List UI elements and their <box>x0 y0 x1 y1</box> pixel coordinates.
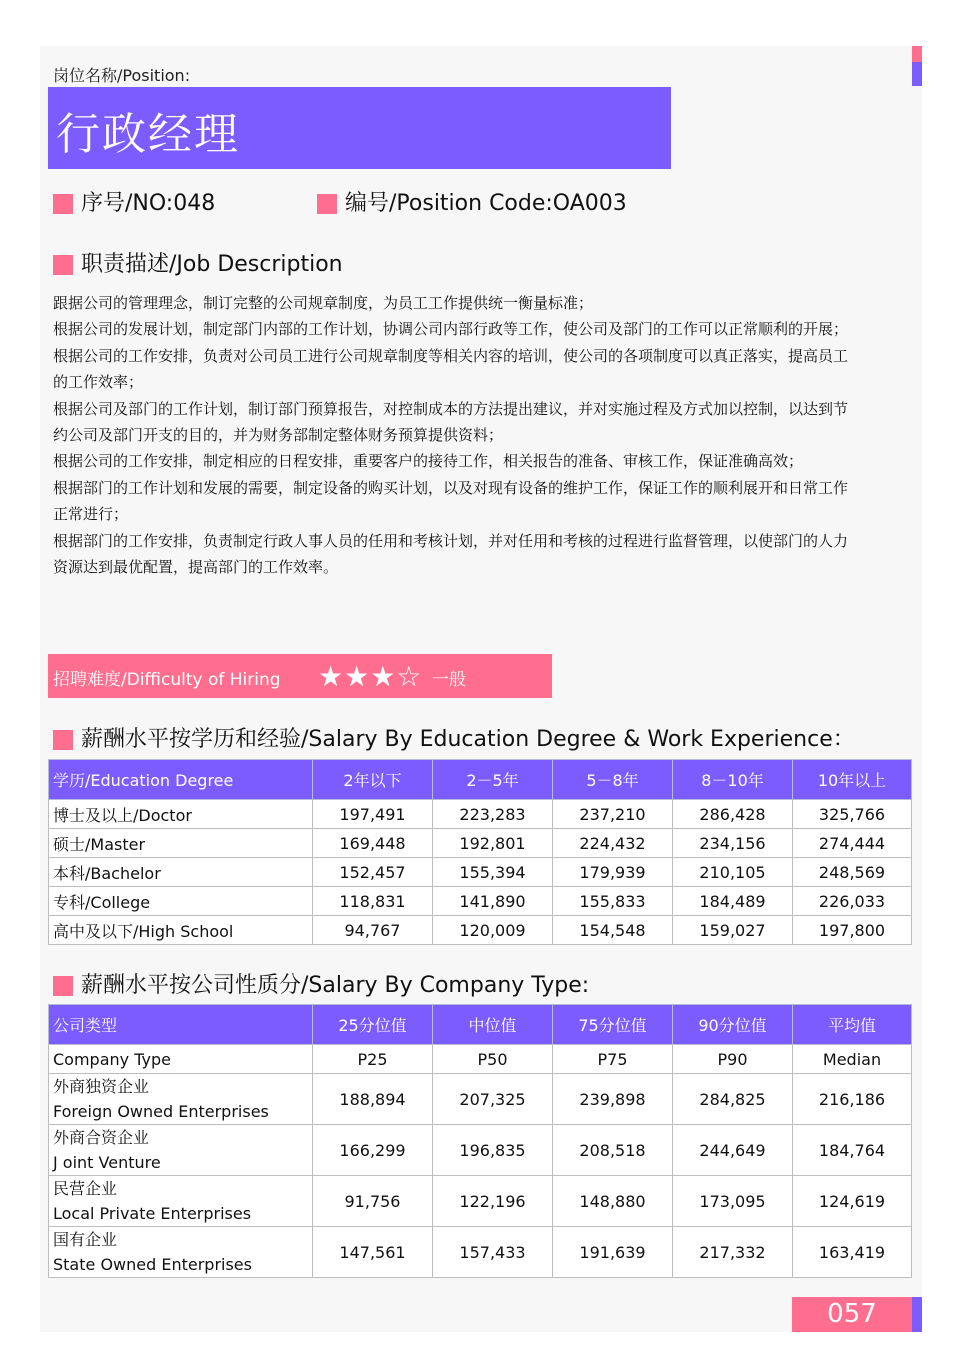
salary-cell: 152,457 <box>313 858 433 887</box>
salary-cell: 120,009 <box>433 916 553 945</box>
subheader-row <box>49 1045 912 1074</box>
star-rating-icon: ★★★☆ <box>318 660 423 693</box>
table-row <box>49 916 912 945</box>
position-code <box>317 186 627 217</box>
bullet-square-icon <box>53 194 73 214</box>
bullet-square-icon <box>53 976 73 996</box>
salary-cell: 248,569 <box>793 858 912 887</box>
row-label: 硕士/Master <box>49 829 313 858</box>
company-type-cn: 外商合资企业 <box>53 1128 150 1147</box>
company-type-cell <box>49 1176 313 1227</box>
salary-cell: 274,444 <box>793 829 912 858</box>
table-row <box>49 1227 912 1278</box>
page-number-accent <box>912 1297 922 1332</box>
job-description-line: 根据公司的工作安排，制定相应的日程安排，重要客户的接待工作，相关报告的准备、审核工作，保证准确高效； <box>53 452 804 471</box>
salary-cell: 148,880 <box>553 1176 673 1227</box>
corner-accent <box>912 46 922 86</box>
salary-cell: 196,835 <box>433 1125 553 1176</box>
salary-cell: 192,801 <box>433 829 553 858</box>
difficulty-label: 招聘难度/Difficulty of Hiring <box>53 670 281 690</box>
salary-cell: 147,561 <box>313 1227 433 1278</box>
table-row <box>49 800 912 829</box>
salary-cell: 118,831 <box>313 887 433 916</box>
salary-cell: 223,283 <box>433 800 553 829</box>
salary-cell: 124,619 <box>793 1176 912 1227</box>
position-label: 岗位名称/Position: <box>53 66 191 85</box>
column-header: 学历/Education Degree <box>49 760 313 800</box>
company-type-en: Foreign Owned Enterprises <box>53 1102 269 1121</box>
salary-cell: 184,764 <box>793 1125 912 1176</box>
table-row <box>49 1125 912 1176</box>
salary-cell: 210,105 <box>673 858 793 887</box>
salary-cell: 141,890 <box>433 887 553 916</box>
column-header: 10年以上 <box>793 760 912 800</box>
job-description-line: 跟据公司的管理理念，制订完整的公司规章制度，为员工工作提供统一衡量标准； <box>53 294 594 312</box>
job-description-line: 根据部门的工作计划和发展的需要，制定设备的购买计划，以及对现有设备的维护工作，保证工作的顺利展开和日常工作 <box>53 478 849 497</box>
salary-cell: 155,833 <box>553 887 673 916</box>
subheader-cell: P90 <box>673 1045 793 1074</box>
row-label: 高中及以下/High School <box>49 916 313 945</box>
row-label: 博士及以上/Doctor <box>49 800 313 829</box>
salary-cell: 184,489 <box>673 887 793 916</box>
salary-cell: 159,027 <box>673 916 793 945</box>
salary-edu-heading-text: 薪酬水平按学历和经验/Salary By Education Degree & Work Experience： <box>81 727 855 752</box>
table-row <box>49 1074 912 1125</box>
salary-cell: 197,491 <box>313 800 433 829</box>
column-header: 90分位值 <box>673 1005 793 1045</box>
company-type-cell <box>49 1074 313 1125</box>
salary-cell: 197,800 <box>793 916 912 945</box>
company-type-cell <box>49 1227 313 1278</box>
job-description-line: 根据部门的工作安排，负责制定行政人事人员的任用和考核计划，并对任用和考核的过程进行监督管理，以使部门的人力 <box>53 531 849 550</box>
table-row <box>49 887 912 916</box>
job-description-line: 资源达到最优配置，提高部门的工作效率。 <box>53 558 339 577</box>
job-description-line: 根据公司及部门的工作计划，制订部门预算报告，对控制成本的方法提出建议，并对实施过程及方式加以控制，以达到节 <box>53 399 849 418</box>
salary-cell: 163,419 <box>793 1227 912 1278</box>
company-type-cell <box>49 1125 313 1176</box>
salary-cell: 208,518 <box>553 1125 673 1176</box>
table-row <box>49 1176 912 1227</box>
salary-company-heading <box>53 968 589 999</box>
salary-cell: 207,325 <box>433 1074 553 1125</box>
salary-company-table <box>48 1004 912 1278</box>
salary-cell: 244,649 <box>673 1125 793 1176</box>
job-description-line: 根据公司的工作安排，负责对公司员工进行公司规章制度等相关内容的培训，使公司的各项制度可以真正落实，提高员工 <box>53 346 849 365</box>
salary-cell: 188,894 <box>313 1074 433 1125</box>
salary-cell: 226,033 <box>793 887 912 916</box>
salary-cell: 224,432 <box>553 829 673 858</box>
column-header: 5－8年 <box>553 760 673 800</box>
salary-cell: 91,756 <box>313 1176 433 1227</box>
salary-company-heading-text: 薪酬水平按公司性质分/Salary By Company Type: <box>81 973 590 998</box>
column-header: 8－10年 <box>673 760 793 800</box>
subheader-cell: P75 <box>553 1045 673 1074</box>
column-header: 平均值 <box>793 1005 912 1045</box>
difficulty-level: 一般 <box>432 670 466 690</box>
page-number: 057 <box>827 1299 877 1329</box>
salary-cell: 239,898 <box>553 1074 673 1125</box>
salary-cell: 179,939 <box>553 858 673 887</box>
salary-cell: 216,186 <box>793 1074 912 1125</box>
column-header: 75分位值 <box>553 1005 673 1045</box>
subheader-cell: Median <box>793 1045 912 1074</box>
column-header: 中位值 <box>433 1005 553 1045</box>
code-text: 编号/Position Code:OA003 <box>345 191 627 216</box>
salary-cell: 234,156 <box>673 829 793 858</box>
row-label: 专科/College <box>49 887 313 916</box>
job-description-heading-text: 职责描述/Job Description <box>81 252 343 277</box>
salary-cell: 191,639 <box>553 1227 673 1278</box>
bullet-square-icon <box>53 255 73 275</box>
job-description-line: 正常进行； <box>53 505 129 524</box>
column-header: 25分位值 <box>313 1005 433 1045</box>
bullet-square-icon <box>53 730 73 750</box>
salary-cell: 94,767 <box>313 916 433 945</box>
salary-edu-heading <box>53 722 855 753</box>
salary-cell: 284,825 <box>673 1074 793 1125</box>
table-row <box>49 829 912 858</box>
serial-text: 序号/NO:048 <box>81 191 216 216</box>
salary-cell: 122,196 <box>433 1176 553 1227</box>
job-description-line: 的工作效率； <box>53 373 144 392</box>
salary-cell: 217,332 <box>673 1227 793 1278</box>
job-description-heading <box>53 247 343 278</box>
salary-cell: 237,210 <box>553 800 673 829</box>
subheader-cell: P25 <box>313 1045 433 1074</box>
company-type-en: Local Private Enterprises <box>53 1204 252 1223</box>
job-description-line: 根据公司的发展计划，制定部门内部的工作计划，协调公司内部行政等工作，使公司及部门的工作可以正常顺利的开展； <box>53 320 849 339</box>
subheader-cell: Company Type <box>49 1045 313 1074</box>
salary-cell: 166,299 <box>313 1125 433 1176</box>
company-type-en: State Owned Enterprises <box>53 1255 252 1274</box>
column-header: 2－5年 <box>433 760 553 800</box>
company-type-cn: 国有企业 <box>53 1230 118 1249</box>
salary-education-table <box>48 759 912 945</box>
salary-cell: 325,766 <box>793 800 912 829</box>
salary-cell: 286,428 <box>673 800 793 829</box>
salary-cell: 157,433 <box>433 1227 553 1278</box>
job-description-line: 约公司及部门开支的目的，并为财务部制定整体财务预算提供资料； <box>53 426 504 445</box>
serial-number <box>53 186 215 217</box>
salary-cell: 155,394 <box>433 858 553 887</box>
company-type-cn: 民营企业 <box>53 1179 118 1198</box>
company-type-en: J oint Venture <box>53 1153 161 1172</box>
page-title: 行政经理 <box>56 109 240 160</box>
salary-cell: 173,095 <box>673 1176 793 1227</box>
row-label: 本科/Bachelor <box>49 858 313 887</box>
salary-cell: 154,548 <box>553 916 673 945</box>
job-description-text <box>53 290 913 580</box>
column-header: 公司类型 <box>49 1005 313 1045</box>
company-type-cn: 外商独资企业 <box>53 1077 150 1096</box>
bullet-square-icon <box>317 194 337 214</box>
column-header: 2年以下 <box>313 760 433 800</box>
table-row <box>49 858 912 887</box>
subheader-cell: P50 <box>433 1045 553 1074</box>
salary-cell: 169,448 <box>313 829 433 858</box>
